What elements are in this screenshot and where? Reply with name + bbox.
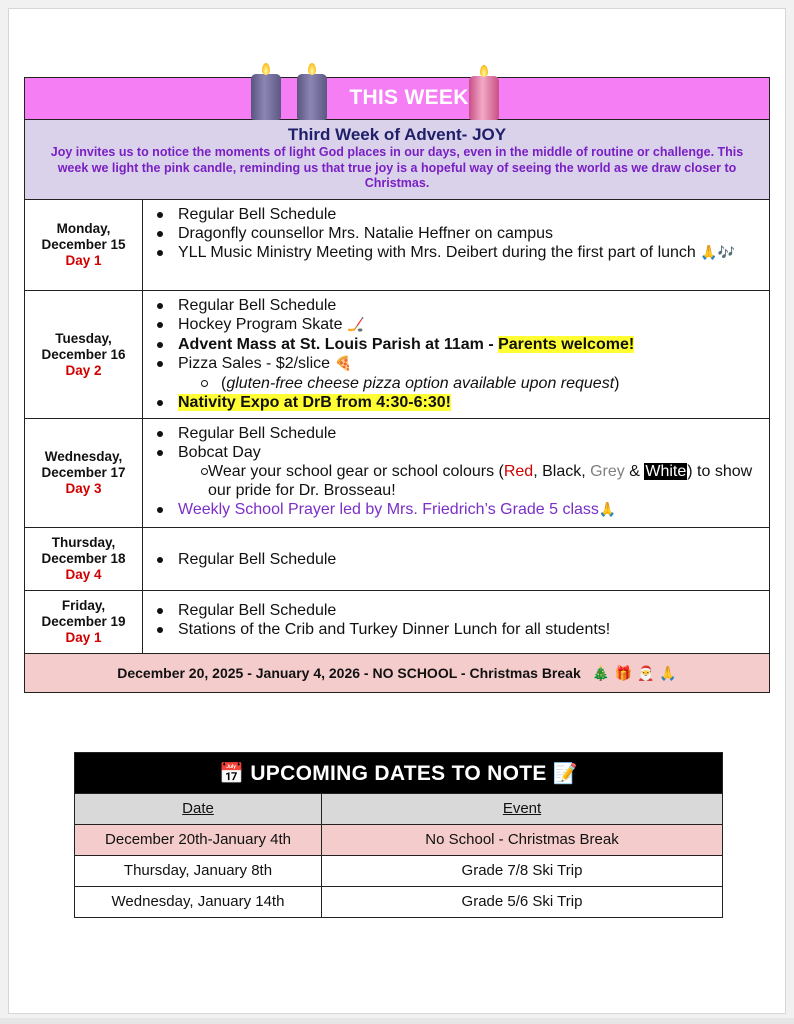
event-header-text: Event <box>502 800 542 817</box>
pink-candle-icon <box>469 76 499 120</box>
christmas-break-row <box>25 654 769 692</box>
date-cell: December 20th-January 4th <box>75 825 322 855</box>
page-bottom-strip <box>0 1018 794 1024</box>
item-text: , Black, <box>533 463 591 480</box>
table-row <box>75 886 722 917</box>
highlighted-text: Parents welcome! <box>498 336 635 353</box>
item-text: Pizza Sales - $2/slice <box>178 355 331 372</box>
day-label <box>25 591 143 653</box>
list-item <box>153 500 761 520</box>
event-cell: Grade 7/8 Ski Trip <box>461 862 583 879</box>
day-items <box>143 200 769 290</box>
weekday: Thursday, <box>51 535 116 550</box>
day-label <box>25 419 143 527</box>
pizza-icon: 🍕 <box>334 356 352 372</box>
color-red: Red <box>503 463 534 480</box>
date: December 17 <box>41 465 126 480</box>
date-column-header <box>75 794 322 824</box>
day-row-monday <box>25 200 769 291</box>
item-text: ) to show our pride for Dr. Brosseau! <box>208 463 753 499</box>
day-label <box>25 291 143 418</box>
weekday: Tuesday, <box>55 330 112 346</box>
event-column-header <box>322 794 722 824</box>
pray-music-icon: 🙏🎶 <box>700 245 736 261</box>
purple-candle-icon <box>297 74 327 120</box>
upcoming-title: UPCOMING DATES TO NOTE <box>250 762 547 785</box>
color-grey: Grey <box>590 463 625 480</box>
weekday: Friday, <box>61 598 106 613</box>
weekday: Monday, <box>56 221 111 236</box>
date: December 19 <box>41 614 126 629</box>
intro-title: Third Week of Advent- JOY <box>287 125 507 144</box>
day-label <box>25 200 143 290</box>
list-item: Regular Bell Schedule <box>153 296 761 315</box>
day-items <box>143 291 769 418</box>
day-items <box>143 591 769 653</box>
upcoming-dates-table <box>74 752 723 918</box>
list-item <box>153 243 761 263</box>
date-cell: Wednesday, January 14th <box>75 887 322 917</box>
upcoming-header <box>75 753 722 793</box>
list-item <box>153 335 761 354</box>
day-number: Day 2 <box>65 362 102 378</box>
list-item: Regular Bell Schedule <box>153 601 761 620</box>
day-items <box>143 528 769 590</box>
day-number: Day 4 <box>65 567 102 582</box>
day-row-tuesday <box>25 291 769 419</box>
intro-text: Joy invites us to notice the moments of light God places in our days, even in the middle of routine or challenge. This week we light the pink candle, reminding us that true joy is a hopeful way of seeing the world as we draw closer to Christmas. <box>50 145 744 190</box>
date: December 18 <box>41 551 126 566</box>
paren-close: ) <box>614 375 620 392</box>
date-cell: Thursday, January 8th <box>75 856 322 886</box>
date: December 15 <box>41 237 126 252</box>
day-items <box>143 419 769 527</box>
table-row <box>75 824 722 855</box>
paren-open: ( <box>221 375 227 392</box>
day-row-thursday <box>25 528 769 591</box>
date: December 16 <box>41 346 126 362</box>
item-text: Hockey Program Skate <box>178 316 343 333</box>
event-cell: Grade 5/6 Ski Trip <box>461 893 583 910</box>
event-cell: No School - Christmas Break <box>425 831 619 848</box>
list-item: Regular Bell Schedule <box>153 424 761 443</box>
this-week-banner <box>25 78 769 120</box>
column-header-row <box>75 793 722 824</box>
list-item: Stations of the Crib and Turkey Dinner Lunch for all students! <box>153 620 761 639</box>
list-item: Dragonfly counsellor Mrs. Natalie Heffner on campus <box>153 224 761 243</box>
day-row-friday <box>25 591 769 654</box>
item-text: gluten-free cheese pizza option available upon request <box>226 375 615 392</box>
item-text: YLL Music Ministry Meeting with Mrs. Deibert during the first part of lunch <box>178 244 696 261</box>
list-item <box>153 393 761 412</box>
memo-icon: 📝 <box>552 761 579 785</box>
highlighted-text: Nativity Expo at DrB from 4:30-6:30! <box>178 394 451 411</box>
advent-intro <box>25 120 769 200</box>
purple-candle-icon <box>251 74 281 120</box>
christmas-icons: 🎄 🎁 🎅 🙏 <box>592 666 677 682</box>
day-label <box>25 528 143 590</box>
day-row-wednesday <box>25 419 769 528</box>
day-number: Day 1 <box>65 253 102 268</box>
day-number: Day 3 <box>65 481 102 496</box>
pray-icon: 🙏 <box>598 502 617 518</box>
this-week-table <box>24 77 770 693</box>
calendar-icon: 📅 <box>218 761 245 785</box>
list-item: Regular Bell Schedule <box>153 205 761 224</box>
sub-list-item <box>153 374 761 393</box>
banner-title: THIS WEEK <box>349 86 469 109</box>
list-item <box>153 315 761 335</box>
list-item: Regular Bell Schedule <box>153 550 336 569</box>
day-number: Day 1 <box>65 630 102 645</box>
sub-list-item <box>153 462 761 500</box>
list-item <box>153 354 761 374</box>
item-text: Wear your school gear or school colours ( <box>208 463 504 480</box>
item-text: Advent Mass at St. Louis Parish at 11am - <box>178 336 499 353</box>
list-item: Bobcat Day <box>153 443 761 462</box>
item-text: Weekly School Prayer led by Mrs. Friedrich’s Grade 5 class <box>178 501 599 518</box>
hockey-icon: 🏒 <box>346 317 365 333</box>
date-header-text: Date <box>182 800 214 817</box>
item-text: & <box>624 463 645 480</box>
color-white: White <box>645 463 687 480</box>
break-text: December 20, 2025 - January 4, 2026 - NO SCHOOL - Christmas Break <box>117 665 581 681</box>
table-row <box>75 855 722 886</box>
weekday: Wednesday, <box>44 449 123 464</box>
